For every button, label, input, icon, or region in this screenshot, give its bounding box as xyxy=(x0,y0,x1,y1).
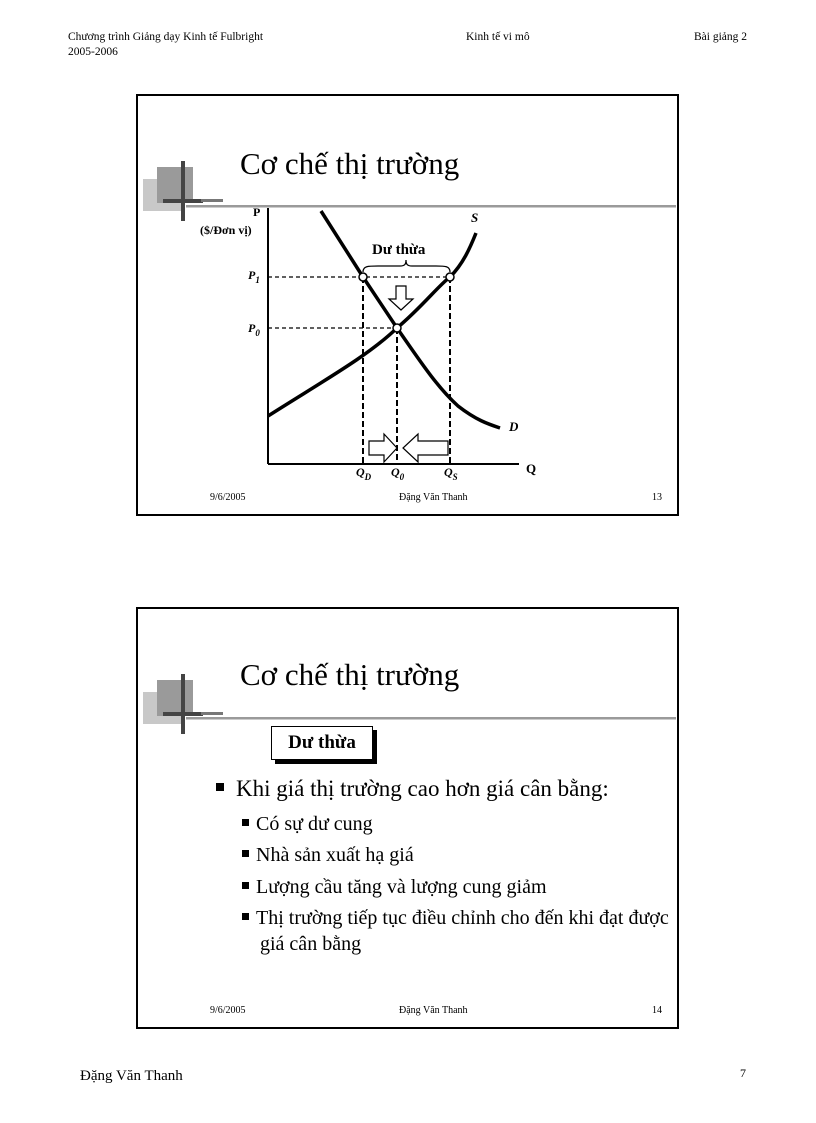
y-axis-label: P xyxy=(253,205,261,219)
sub-bullet: Lượng cầu tăng và lượng cung giảm xyxy=(242,874,662,900)
header-program: Chương trình Giảng dạy Kinh tế Fulbright xyxy=(68,31,264,43)
slide-date: 9/6/2005 xyxy=(210,492,246,503)
slide-author: Đặng Văn Thanh xyxy=(399,492,468,503)
bullet-square-icon xyxy=(216,783,224,791)
slide-number: 14 xyxy=(652,1005,662,1016)
surplus-box-label: Dư thừa xyxy=(271,726,373,760)
supply-label: S xyxy=(471,210,479,225)
surplus-annotation: Dư thừa xyxy=(372,242,426,258)
bullet-square-icon xyxy=(242,850,249,857)
bullet-square-icon xyxy=(242,913,249,920)
supply-demand-chart xyxy=(138,96,678,496)
x-axis-label: Q xyxy=(526,461,537,476)
slide-13 xyxy=(136,94,679,516)
y-axis-unit: ($/Đơn vị) xyxy=(200,223,252,237)
qd-right-arrow-icon xyxy=(369,434,397,462)
series-supply-line xyxy=(268,233,476,416)
tick-label-qs: $Q_S$ xyxy=(444,465,458,482)
sub-bullet: Thị trường tiếp tục điều chỉnh cho đến khi đạt được giá cân bằng xyxy=(242,905,670,957)
slide-title: Cơ chế thị trường xyxy=(240,657,460,692)
bullet-square-icon xyxy=(242,882,249,889)
header-subject: Kinh tế vi mô xyxy=(466,31,530,43)
slide-title: Cơ chế thị trường xyxy=(240,146,460,181)
sub-bullet: Có sự dư cung xyxy=(242,811,662,837)
price-down-arrow-icon xyxy=(389,286,413,310)
slide-14 xyxy=(136,607,679,1029)
slide-author: Đặng Văn Thanh xyxy=(399,1005,468,1016)
header-year: 2005-2006 xyxy=(68,46,118,58)
sub-bullet: Nhà sản xuất hạ giá xyxy=(242,842,662,868)
tick-label-p0: $P_0$ xyxy=(248,321,260,338)
tick-label-p1: $P_1$ xyxy=(248,268,260,285)
page-number: 7 xyxy=(740,1066,746,1080)
main-bullet: Khi giá thị trường cao hơn giá cân bằng: xyxy=(216,776,609,802)
tick-label-q0: $Q_0$ xyxy=(391,465,405,482)
point-equilibrium xyxy=(393,324,401,332)
point-p1-qs xyxy=(446,273,454,281)
bullet-square-icon xyxy=(242,819,249,826)
qs-left-arrow-icon xyxy=(403,434,448,462)
surplus-brace xyxy=(363,260,450,272)
point-p1-qd xyxy=(359,273,367,281)
tick-label-qd: $Q_D$ xyxy=(356,465,372,482)
demand-label: D xyxy=(509,419,519,434)
slide-decoration-icon xyxy=(143,664,223,739)
page-footer-author: Đặng Văn Thanh xyxy=(80,1068,183,1084)
slide-number: 13 xyxy=(652,492,662,503)
title-underline xyxy=(186,716,676,721)
header-lecture: Bài giảng 2 xyxy=(694,31,748,43)
slide-date: 9/6/2005 xyxy=(210,1005,246,1016)
